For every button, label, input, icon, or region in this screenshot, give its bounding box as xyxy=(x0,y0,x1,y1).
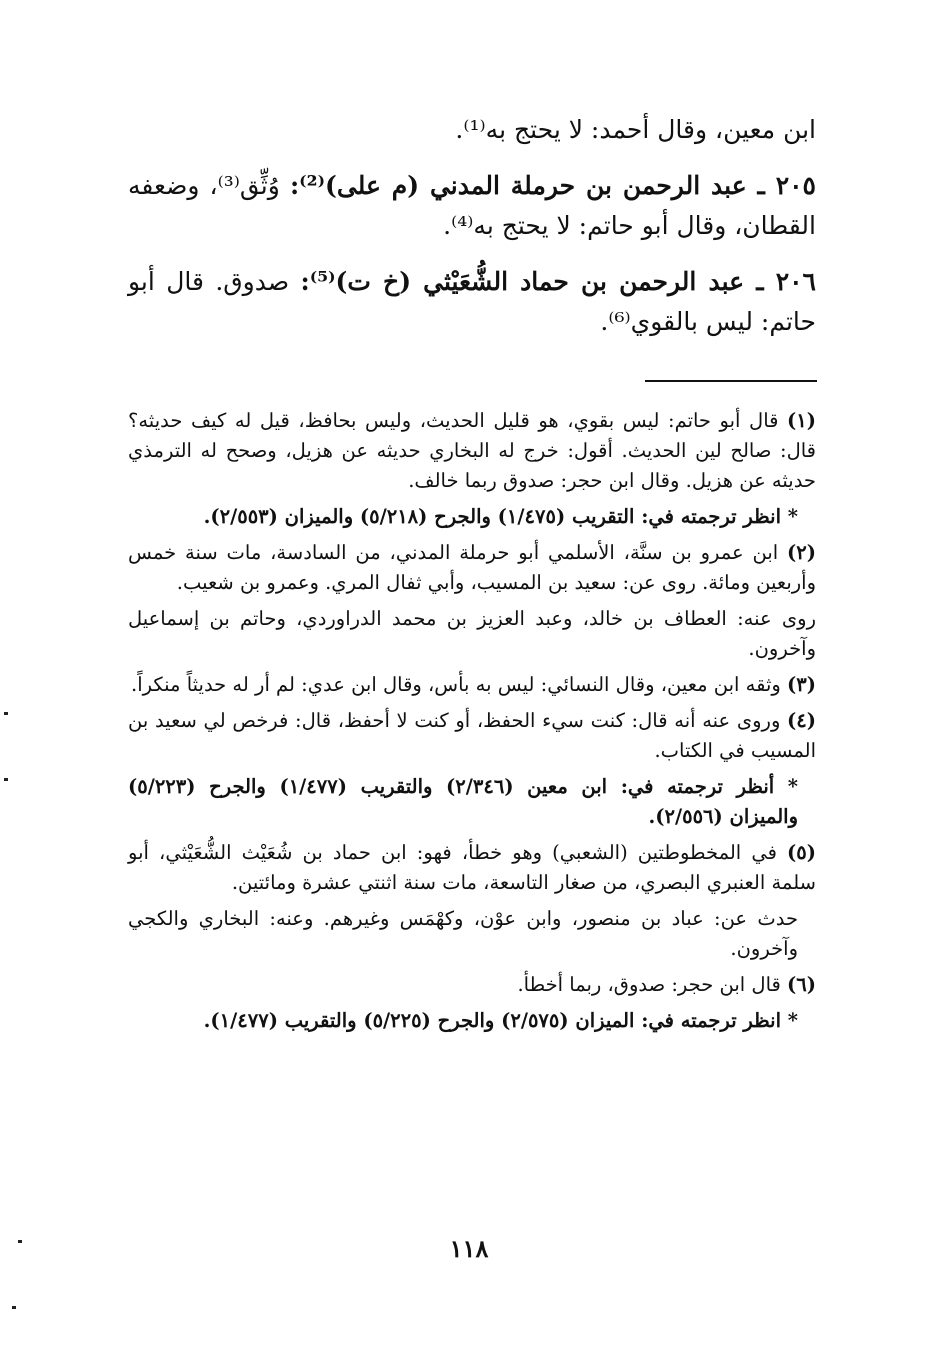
intro-line xyxy=(128,110,816,150)
footnote-4-text: وروى عنه أنه قال: كنت سيء الحفظ، أو كنت لا أحفظ، قال: فرخص لي سعيد بن المسيب في الكتاب. xyxy=(128,709,816,762)
footnote-5 xyxy=(128,838,816,898)
footnote-6-reference: * انظر ترجمته في: الميزان (٢/٥٧٥) والجرح (٥/٢٢٥) والتقريب (١/٤٧٧). xyxy=(203,1009,798,1032)
main-text xyxy=(128,110,816,358)
scan-speck xyxy=(4,778,8,781)
footnote-6 xyxy=(128,970,816,1000)
footnote-3-number: (٣) xyxy=(787,673,816,696)
entry-205-heading: ٢٠٥ ـ عبد الرحمن بن حرملة المدني (م على)⁽²⁾: xyxy=(289,171,816,200)
footnote-3-text: وثقه ابن معين، وقال النسائي: ليس به بأس، وقال ابن عدي: لم أر له حديثاً منكراً. xyxy=(131,673,788,696)
footnotes xyxy=(128,406,816,1042)
footnote-2-continuation: روى عنه: العطاف بن خالد، وعبد العزيز بن محمد الدراوردي، وحاتم بن إسماعيل وآخرون. xyxy=(128,607,816,660)
entry-206 xyxy=(128,262,816,342)
entry-206-body: صدوق. قال أبو حاتم: ليس بالقوي⁽⁶⁾. xyxy=(128,267,816,336)
footnote-1-text: قال أبو حاتم: ليس بقوي، هو قليل الحديث، وليس بحافظ، قيل له كيف حديثه؟ قال: صالح لين الحديث. أقول: خرج له البخاري حديثه عن هزيل، وصحح له الترمذي حديثه عن هزيل. وقال ابن حجر: صدوق ربما خالف. xyxy=(128,409,816,492)
footnote-2-text: ابن عمرو بن سنَّة، الأسلمي أبو حرملة المدني، من السادسة، مات سنة خمس وأربعين ومائة. روى عن: سعيد بن المسيب، وأبي ثفال المري. وعمرو بن شعيب. xyxy=(128,541,816,594)
footnote-1-number: (١) xyxy=(787,409,816,432)
footnote-1 xyxy=(128,406,816,496)
footnote-6-text: قال ابن حجر: صدوق، ربما أخطأ. xyxy=(517,973,788,996)
footnote-4-reference: * أنظر ترجمته في: ابن معين (٢/٣٤٦) والتقريب (١/٤٧٧) والجرح (٥/٢٢٣) والميزان (٢/٥٥٦). xyxy=(128,775,799,828)
footnote-2 xyxy=(128,538,816,598)
scan-speck xyxy=(18,1240,22,1243)
page-number: ١١٨ xyxy=(449,1234,489,1263)
footnote-6-number: (٦) xyxy=(787,973,816,996)
entry-205 xyxy=(128,166,816,246)
entry-206-heading: ٢٠٦ ـ عبد الرحمن بن حماد الشُّعَيْثي (خ ت)⁽⁵⁾: xyxy=(300,267,816,296)
footnote-4 xyxy=(128,706,816,766)
entry-205-body: وُثِّق⁽³⁾، وضعفه القطان، وقال أبو حاتم: لا يحتج به⁽⁴⁾. xyxy=(128,171,816,240)
footnote-5-text: في المخطوطتين (الشعبي) وهو خطأ، فهو: ابن حماد بن شُعَيْث الشُّعَيْثي، أبو سلمة العنبري البصري، من صغار التاسعة، مات سنة اثنتي عشرة ومائتين. xyxy=(128,841,816,894)
footnote-2-number: (٢) xyxy=(787,541,816,564)
footnote-5-continuation: حدث عن: عباد بن منصور، وابن عوْن، وكهْمَس وغيرهم. وعنه: البخاري والكجي وآخرون. xyxy=(128,907,798,960)
footnote-5-number: (٥) xyxy=(787,841,816,864)
footnote-separator xyxy=(645,380,817,382)
intro-text: ابن معين، وقال أحمد: لا يحتج به⁽¹⁾. xyxy=(455,115,816,144)
footnote-3 xyxy=(128,670,816,700)
footnote-4-number: (٤) xyxy=(787,709,816,732)
footnote-1-reference: * انظر ترجمته في: التقريب (١/٤٧٥) والجرح (٥/٢١٨) والميزان (٢/٥٥٣). xyxy=(203,505,798,528)
scan-speck xyxy=(4,712,8,715)
scan-speck xyxy=(12,1306,16,1309)
